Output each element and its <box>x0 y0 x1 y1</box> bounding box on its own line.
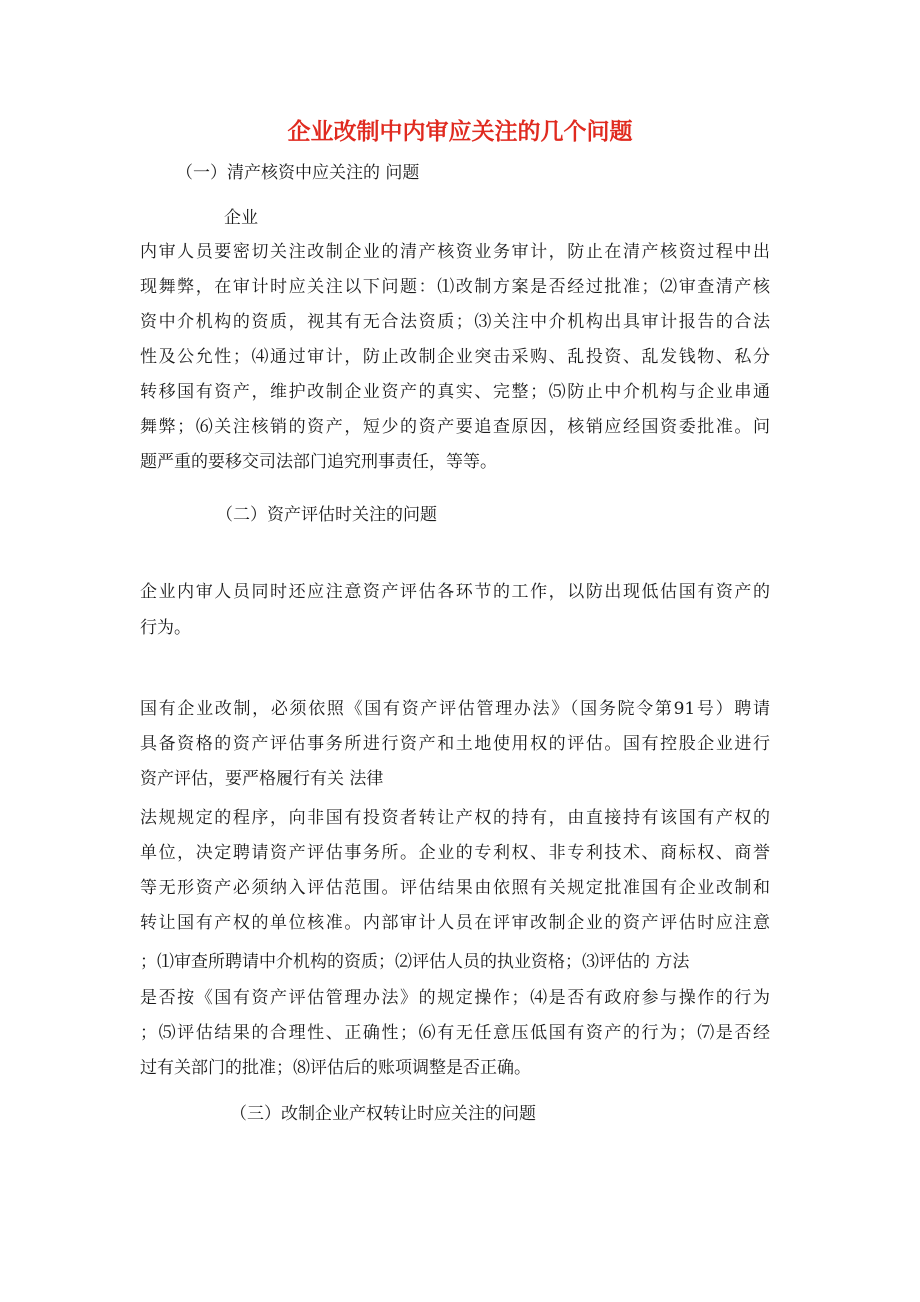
section1-line: 转移国有资产，维护改制企业资产的真实、完整；⑸防止中介机构与企业串通 <box>140 382 770 402</box>
section2-para2-line: 过有关部门的批准；⑻评估后的账项调整是否正确。 <box>140 1058 531 1078</box>
section1-line: 题严重的要移交司法部门追究刑事责任，等等。 <box>140 452 497 472</box>
section1-line: 性及公允性；⑷通过审计，防止改制企业突击采购、乱投资、乱发钱物、私分 <box>140 347 770 367</box>
section2-para2-line: 转让国有产权的单位核准。内部审计人员在评审改制企业的资产评估时应注意 <box>140 913 770 933</box>
section2-para1-line: 企业内审人员同时还应注意资产评估各环节的工作，以防出现低估国有资产的 <box>140 582 770 602</box>
section1-line: 资中介机构的资质，视其有无合法资质；⑶关注中介机构出具审计报告的合法 <box>140 312 770 332</box>
section2-para2-line: ；⑴审查所聘请中介机构的资质；⑵评估人员的执业资格；⑶评估的 方法 <box>140 952 690 972</box>
section2-para2-line: 具备资格的资产评估事务所进行资产和土地使用权的评估。国有控股企业进行 <box>140 734 770 754</box>
section2-para2-line: 国有企业改制，必须依照《国有资产评估管理办法》（国务院令第91号）聘请 <box>140 699 770 719</box>
section2-para2-line: 是否按《国有资产评估管理办法》的规定操作；⑷是否有政府参与操作的行为 <box>140 988 770 1008</box>
document-title: 企业改制中内审应关注的几个问题 <box>287 119 633 145</box>
section-heading-3: （三）改制企业产权转让时应关注的问题 <box>230 1104 536 1124</box>
section2-para2-line: 等无形资产必须纳入评估范围。评估结果由依照有关规定批准国有企业改制和 <box>140 878 770 898</box>
section-heading-2: （二）资产评估时关注的问题 <box>216 505 437 525</box>
section2-para2-line: ；⑸评估结果的合理性、正确性；⑹有无任意压低国有资产的行为；⑺是否经 <box>140 1023 770 1043</box>
section-heading-1: （一）清产核资中应关注的 问题 <box>176 163 420 183</box>
section2-para1-line: 行为。 <box>140 618 191 638</box>
section1-line: 现舞弊，在审计时应关注以下问题：⑴改制方案是否经过批准；⑵审查清产核 <box>140 277 770 297</box>
section1-line: 内审人员要密切关注改制企业的清产核资业务审计，防止在清产核资过程中出 <box>140 242 770 262</box>
section2-para2-line: 单位，决定聘请资产评估事务所。企业的专利权、非专利技术、商标权、商誉 <box>140 843 770 863</box>
section1-line: 舞弊；⑹关注核销的资产，短少的资产要追查原因，核销应经国资委批准。问 <box>140 417 770 437</box>
section2-para2-line: 资产评估，要严格履行有关 法律 <box>140 769 384 789</box>
section2-para2-line: 法规规定的程序，向非国有投资者转让产权的持有，由直接持有该国有产权的 <box>140 808 770 828</box>
section1-intro: 企业 <box>224 208 258 228</box>
